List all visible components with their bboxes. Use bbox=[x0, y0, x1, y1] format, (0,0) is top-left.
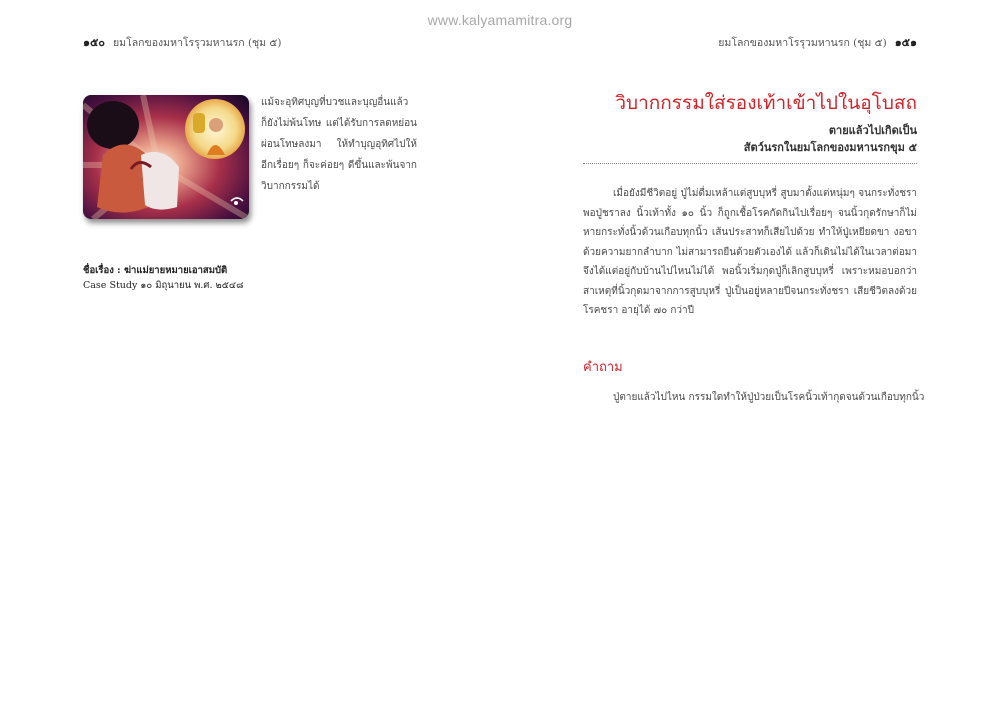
story-body: เมื่อยังมีชีวิตอยู่ ปู่ไม่ดื่มเหล้าแต่สูบบุหรี่ สูบมาตั้งแต่หนุ่มๆ จนกระทั่งชราพอปู่ชราลง นิ้วเท้าทั้ง ๑๐ นิ้ว ก็ถูกเชื้อโรคกัดกินไปเรื่อยๆ จนนิ้วกุดรักษาก็ไม่หายกระทั่งนิ้วด้วนเกือบทุกนิ้ว เส้นประสาทก็เสียไปด้วย ทำให้ปู่เหยียดขา งอขา ด้วยความยากลำบาก ไม่สามารถยืนด้วยตัวเองได้ แล้วก็เดินไม่ได้ในเวลาต่อมา จึงได้แต่อยู่กับบ้านไปไหนไม่ได้ พอนิ้วเริ่มกุดปู่ก็เลิกสูบบุหรี่ เพราะหมอบอกว่าสาเหตุที่นิ้วกุดมาจากการสูบบุหรี่ ปู่เป็นอยู่หลายปีจนกระทั่งชรา เสียชีวิตลงด้วยโรคชรา อายุได้ ๗๐ กว่าปี bbox=[583, 188, 917, 316]
subtitle-line-2: สัตว์นรกในยมโลกของมหานรกขุม ๕ bbox=[743, 141, 917, 154]
story-illustration bbox=[83, 95, 249, 219]
subtitle-line-1: ตายแล้วไปเกิดเป็น bbox=[828, 124, 917, 137]
left-header-title: ยมโลกของมหาโรรุวมหานรก (ชุม ๕) bbox=[113, 37, 282, 49]
right-running-head bbox=[718, 33, 917, 51]
right-header-title: ยมโลกของมหาโรรุวมหานรก (ชุม ๕) bbox=[718, 37, 887, 49]
question-heading: คำถาม bbox=[583, 360, 623, 375]
case-title: ชื่อเรื่อง : ฆ่าแม่ยายหมายเอาสมบัติ bbox=[83, 265, 228, 276]
case-info bbox=[83, 263, 333, 293]
right-page-number: ๑๕๑ bbox=[894, 36, 917, 49]
case-date: Case Study ๑๐ มิถุนายน พ.ศ. ๒๕๔๘ bbox=[83, 280, 244, 291]
chapter-title: วิบากกรรมใส่รองเท้าเข้าไปในอุโบสถ bbox=[615, 92, 917, 114]
chapter-subtitle bbox=[517, 122, 917, 156]
left-running-head bbox=[83, 33, 281, 51]
left-page-number: ๑๕๐ bbox=[83, 36, 106, 49]
story-caption: แม้จะอุทิศบุญที่บวชและบุญอื่นแล้ว ก็ยังไม่พ้นโทษ แต่ได้รับการลดหย่อนผ่อนโทษลงมา ให้ทำบุญอุทิศไปให้อีกเรื่อยๆ ก็จะค่อยๆ ดีขึ้นและพ้นจากวิบากกรรมได้ bbox=[261, 97, 417, 192]
question-text: ปู่ตายแล้วไปไหน กรรมใดทำให้ปู่ป่วยเป็นโรคนิ้วเท้ากุดจนด้วนเกือบทุกนิ้ว bbox=[613, 392, 925, 403]
site-watermark: www.kalyamamitra.org bbox=[427, 12, 573, 28]
dotted-divider bbox=[583, 163, 917, 164]
